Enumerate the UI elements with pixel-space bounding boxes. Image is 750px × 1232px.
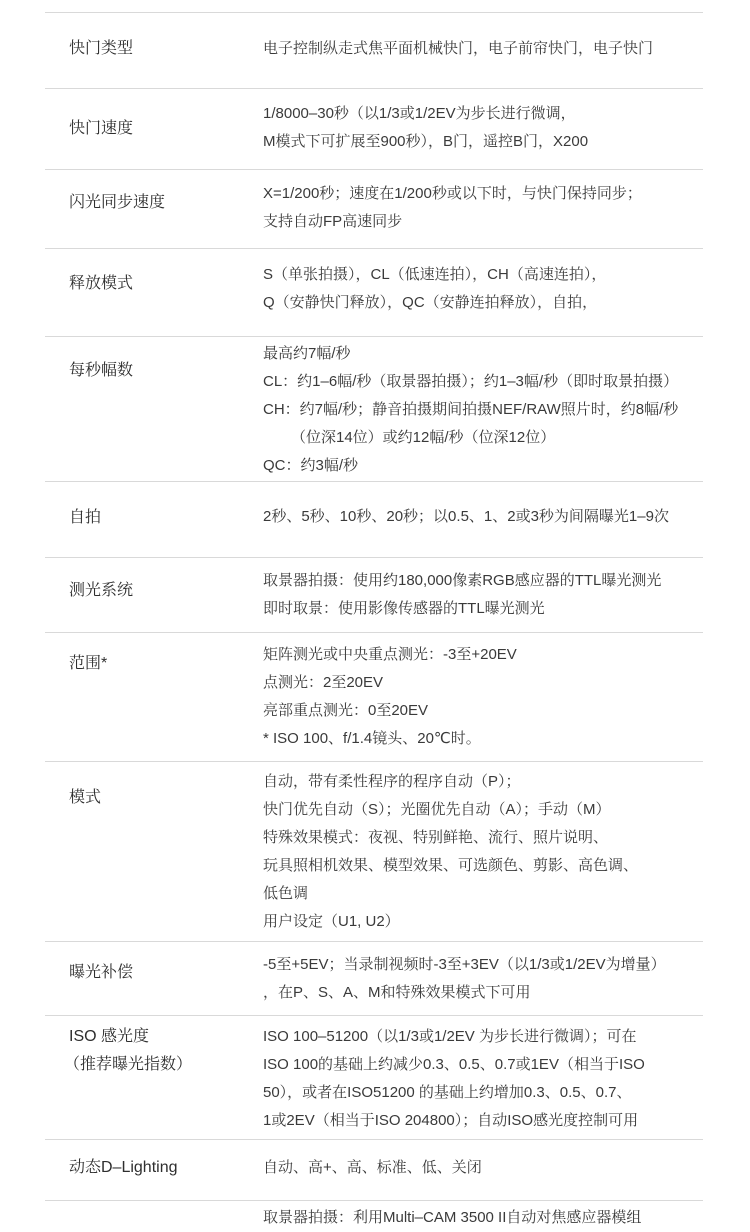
spec-value-line: M模式下可扩展至900秒），B门，遥控B门，X200 [263,133,589,150]
spec-value [263,1154,703,1182]
spec-value-line: -5至+5EV；当录制视频时-3至+3EV（以1/3或1/2EV为增量） [263,956,666,973]
spec-value [263,641,703,753]
spec-value-line: 玩具照相机效果、模型效果、可选颜色、剪影、高色调、 [263,857,639,874]
spec-value-line: 亮部重点测光：0至20EV [263,702,429,719]
spec-value-line: ISO 100的基础上约减少0.3、0.5、0.7或1EV（相当于ISO [263,1056,645,1073]
spec-value [263,35,703,63]
spec-value [263,180,703,236]
spec-value-line: X=1/200秒；速度在1/200秒或以下时，与快门保持同步； [263,185,642,202]
spec-label-line: 曝光补偿 [69,964,134,981]
spec-value-line: 电子控制纵走式焦平面机械快门，电子前帘快门，电子快门 [263,40,654,57]
spec-value-line: 快门优先自动（S）；光圈优先自动（A）；手动（M） [263,801,611,818]
spec-value [263,1023,703,1135]
spec-value [263,503,703,531]
spec-value-line: 1或2EV（相当于ISO 204800）；自动ISO感光度控制可用 [263,1112,639,1129]
spec-label-line: 测光系统 [69,582,134,599]
spec-value-line: （位深14位）或约12幅/秒（位深12位） [291,429,556,446]
spec-value-line: 50），或者在ISO51200 的基础上约增加0.3、0.5、0.7、 [263,1084,632,1101]
spec-value-line: 1/8000–30秒（以1/3或1/2EV为步长进行微调， [263,105,576,122]
spec-value-line: 低色调 [263,885,309,902]
spec-label [69,1154,178,1182]
spec-value-line: 自动，带有柔性程序的程序自动（P）； [263,773,521,790]
spec-label-line: 快门类型 [69,40,134,57]
spec-value-line: CH：约7幅/秒；静音拍摄期间拍摄NEF/RAW照片时，约8幅/秒 [263,401,679,418]
spec-value [263,100,703,156]
spec-value-line: 矩阵测光或中央重点测光：-3至+20EV [263,646,517,663]
spec-label [69,959,133,987]
spec-value-line: 最高约7幅/秒 [263,345,351,362]
spec-value [263,567,703,623]
row-divider [45,481,703,482]
spec-label [69,784,101,812]
spec-value-line: CL：约1–6幅/秒（取景器拍摄）；约1–3幅/秒（即时取景拍摄） [263,373,679,390]
spec-value-line: 用户设定（U1, U2） [263,913,400,930]
spec-label [69,115,133,143]
spec-value-line: ，在P、S、A、M和特殊效果模式下可用 [263,984,531,1001]
row-divider [45,1015,703,1016]
spec-label [69,189,165,217]
spec-label-line: 快门速度 [69,120,134,137]
spec-label [69,270,133,298]
spec-value [263,340,703,480]
row-divider [45,1200,703,1201]
spec-label-line: 闪光同步速度 [69,194,166,211]
spec-label [69,650,107,678]
spec-label-line: （推荐曝光指数） [64,1056,193,1073]
spec-value-line: 即时取景：使用影像传感器的TTL曝光测光 [263,600,545,617]
spec-label [69,357,133,385]
spec-value [263,951,703,1007]
spec-value-line: 自动、高+、高、标准、低、关闭 [263,1159,482,1176]
row-divider [45,88,703,89]
spec-value-line: 取景器拍摄：使用约180,000像素RGB感应器的TTL曝光测光 [263,572,662,589]
spec-label [69,35,133,63]
spec-value-line: 点测光：2至20EV [263,674,384,691]
row-divider [45,941,703,942]
spec-value-line: 2秒、5秒、10秒、20秒；以0.5、1、2或3秒为间隔曝光1–9次 [263,508,669,525]
row-divider [45,1139,703,1140]
spec-label-line: 自拍 [69,509,102,526]
spec-value [263,768,703,936]
row-divider [45,169,703,170]
row-divider [45,12,703,13]
row-divider [45,632,703,633]
spec-value-line: 支持自动FP高速同步 [263,213,403,230]
spec-value-line: ISO 100–51200（以1/3或1/2EV 为步长进行微调）；可在 [263,1028,637,1045]
spec-label-line: ISO 感光度 [69,1028,150,1045]
spec-label-line: 每秒幅数 [69,362,134,379]
spec-label [64,1023,192,1079]
spec-label [69,577,133,605]
spec-value-line: Q（安静快门释放），QC（安静连拍释放），自拍， [263,294,598,311]
row-divider [45,761,703,762]
spec-label-line: 范围* [69,655,108,672]
spec-value-line: S（单张拍摄），CL（低速连拍），CH（高速连拍）， [263,266,607,283]
row-divider [45,248,703,249]
spec-value [263,1204,703,1232]
spec-label-line: 模式 [69,789,102,806]
row-divider [45,557,703,558]
spec-value-line: 特殊效果模式：夜视、特别鲜艳、流行、照片说明、 [263,829,609,846]
spec-value-line: 取景器拍摄：利用Multi–CAM 3500 II自动对焦感应器模组 [263,1209,642,1226]
spec-label [69,504,101,532]
spec-label-line: 动态D–Lighting [69,1159,178,1176]
spec-value-line: QC：约3幅/秒 [263,457,359,474]
spec-value-line: * ISO 100、f/1.4镜头、20℃时。 [263,730,481,747]
spec-label-line: 释放模式 [69,275,134,292]
row-divider [45,336,703,337]
spec-value [263,261,703,317]
